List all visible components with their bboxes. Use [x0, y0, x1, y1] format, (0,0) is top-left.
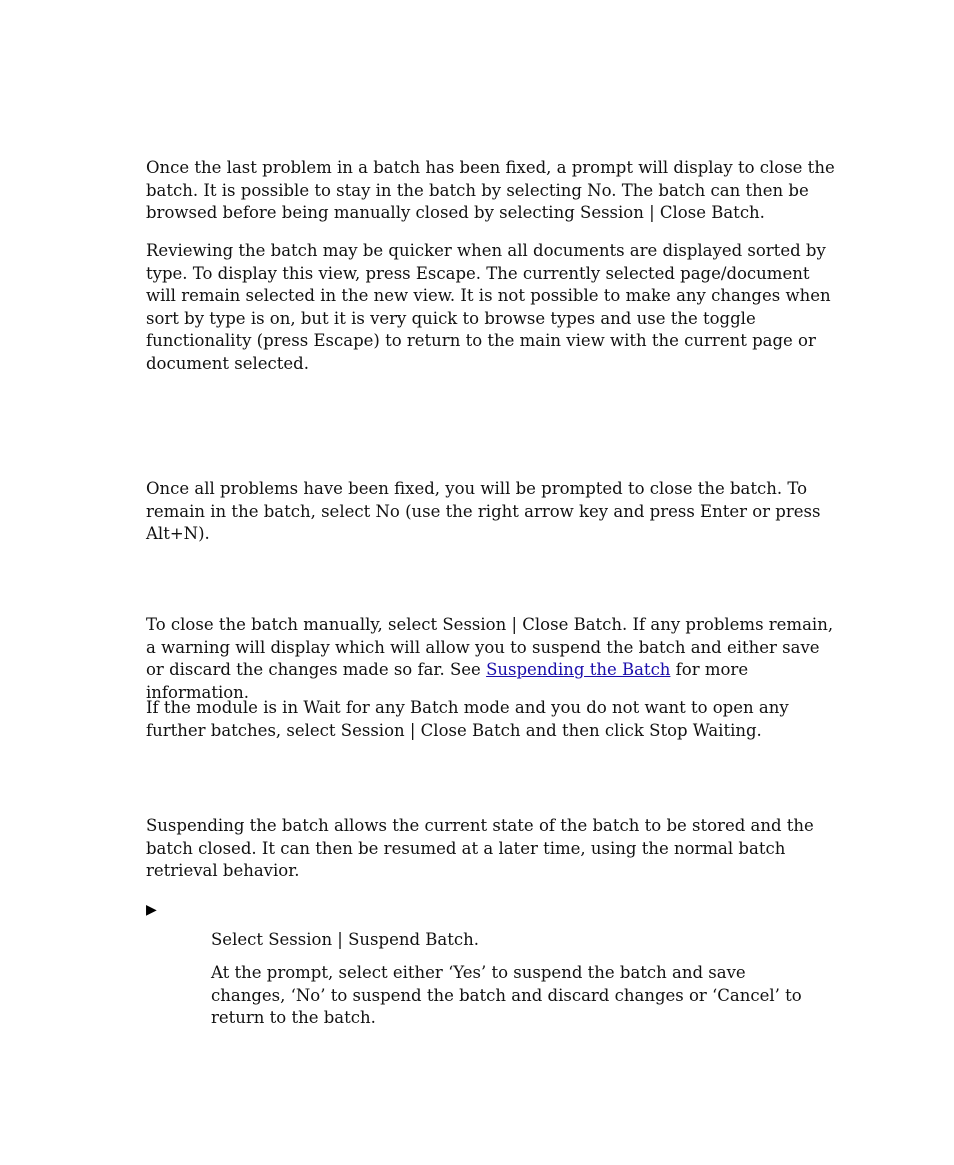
paragraph-close-prompt — [146, 157, 836, 225]
paragraph-suspending-batch — [146, 815, 836, 883]
paragraph-sort-by-type — [146, 240, 836, 375]
paragraph-wait-for-any-batch — [146, 697, 836, 742]
paragraph-text: Once the last problem in a batch has been fixed, a prompt will display to close the batch. It is possible to stay in the batch by selecting No. The batch can then be browsed before being manually closed by selecting Session | Close Batch. — [146, 158, 835, 222]
step-text: At the prompt, select either ‘Yes’ to suspend the batch and save changes, ‘No’ to suspend the batch and discard changes or ‘Cancel’ to return to the batch. — [211, 963, 802, 1027]
paragraph-close-manually — [146, 614, 836, 704]
suspending-the-batch-link[interactable]: Suspending the Batch — [486, 660, 671, 679]
procedure-step-1 — [211, 929, 811, 952]
paragraph-remain-in-batch — [146, 478, 836, 546]
paragraph-text: Once all problems have been fixed, you will be prompted to close the batch. To remain in the batch, select No (use the right arrow key and press Enter or press Alt+N). — [146, 479, 821, 543]
step-text: Select Session | Suspend Batch. — [211, 930, 479, 949]
procedure-arrow-icon: ▶ — [146, 902, 157, 918]
procedure-step-2 — [211, 962, 811, 1030]
paragraph-text: Reviewing the batch may be quicker when all documents are displayed sorted by type. To display this view, press Escape. The currently selected page/document will remain selected in the new view. It is not possible to make any changes when sort by type is on, but it is very quick to browse types and use the toggle functionality (press Escape) to return to the main view with the current page or document selected. — [146, 241, 831, 373]
paragraph-text: Suspending the batch allows the current state of the batch to be stored and the batch closed. It can then be resumed at a later time, using the normal batch retrieval behavior. — [146, 816, 814, 880]
paragraph-text: If the module is in Wait for any Batch mode and you do not want to open any further batches, select Session | Close Batch and then click Stop Waiting. — [146, 698, 789, 740]
paragraph-text: for more information. — [146, 660, 749, 702]
paragraph-text: To close the batch manually, select Session | Close Batch. If any problems remain, a warning will display which will allow you to suspend the batch and either save or discard the changes made so far. See — [146, 615, 834, 679]
